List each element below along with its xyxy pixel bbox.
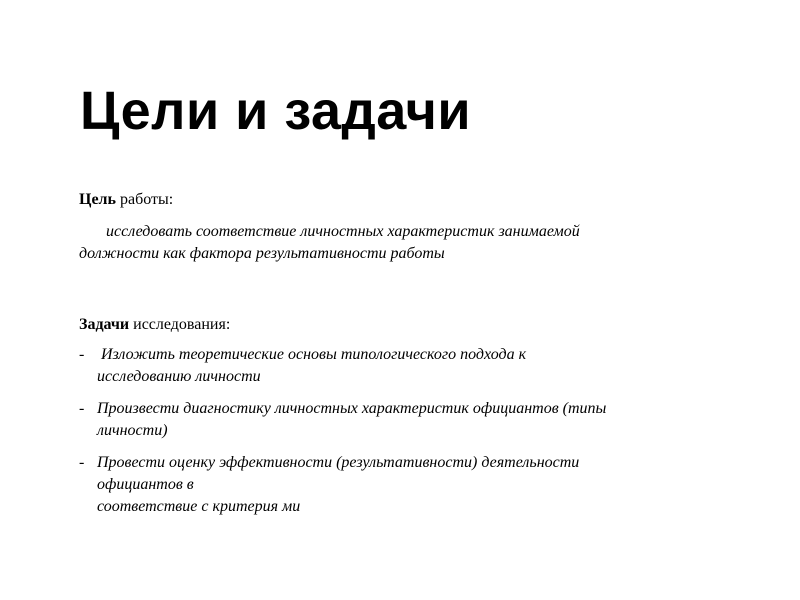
bullet-dash: - <box>79 346 85 363</box>
task-1-line-1: Изложить теоретические основы типологического подхода к <box>97 346 527 363</box>
slide-title: Цели и задачи <box>80 81 472 141</box>
task-2-line-1: Произвести диагностику личностных характеристик официантов (типы <box>97 400 607 417</box>
task-3-line-1: Провести оценку эффективности (результативности) деятельности <box>97 454 580 471</box>
goal-text <box>79 221 699 265</box>
tasks-heading <box>79 314 230 336</box>
goal-line-1: исследовать соответствие личностных характеристик занимаемой <box>106 223 580 240</box>
goal-line-2: должности как фактора результативности работы <box>79 245 445 262</box>
task-3-line-2: официантов в <box>97 476 194 493</box>
task-item <box>79 452 719 518</box>
goal-heading-bold: Цель <box>79 191 116 208</box>
tasks-heading-rest: исследования: <box>129 316 231 333</box>
tasks-list <box>79 344 719 528</box>
tasks-heading-bold: Задачи <box>79 316 130 333</box>
task-item <box>79 344 719 388</box>
goal-heading-rest: работы: <box>115 191 174 208</box>
task-2-line-2: личности) <box>97 422 168 439</box>
task-1-line-2: исследованию личности <box>97 368 261 385</box>
goal-heading <box>79 189 173 211</box>
bullet-dash: - <box>79 400 85 417</box>
bullet-dash: - <box>79 454 85 471</box>
task-3-line-3: соответствие с критерия ми <box>97 498 301 515</box>
task-item <box>79 398 719 442</box>
